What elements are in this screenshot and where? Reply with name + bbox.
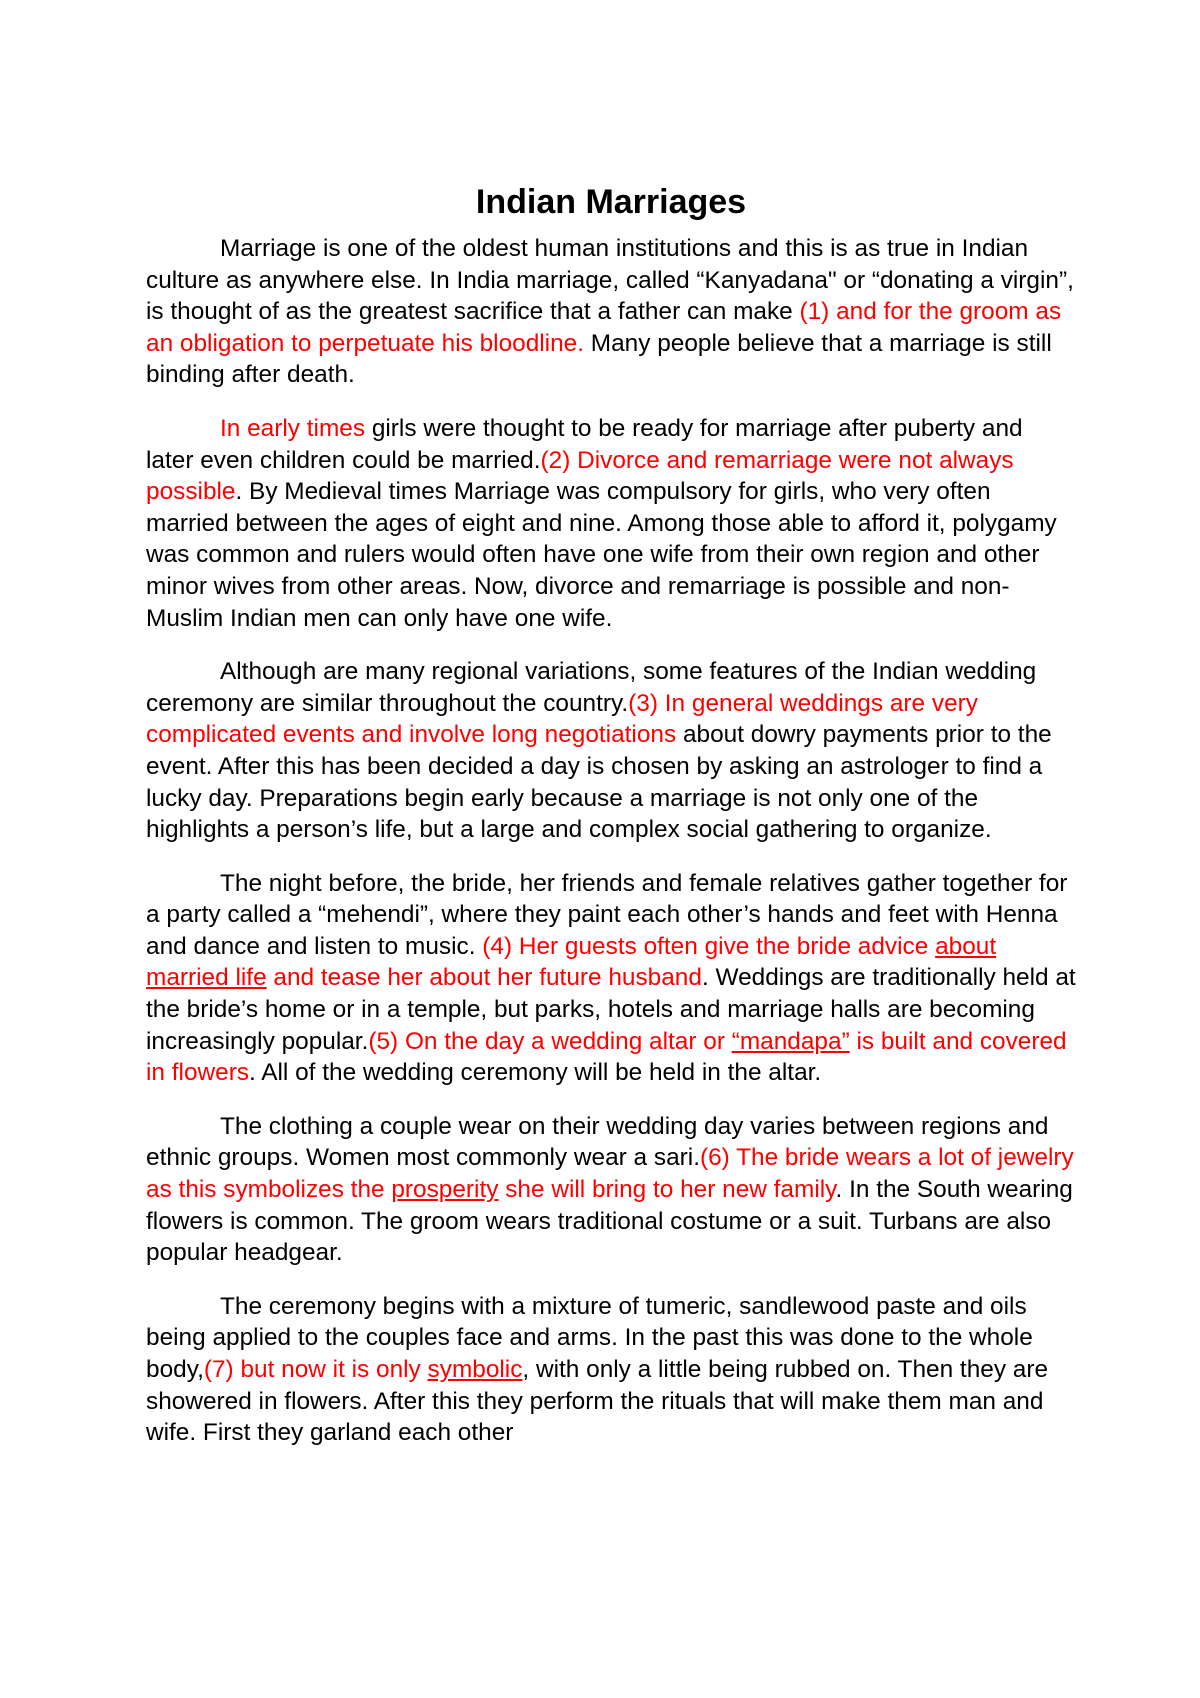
- red-underlined-segment: about married life: [146, 932, 997, 992]
- document-title: Indian Marriages: [475, 183, 747, 221]
- text-segment: . By Medieval times Marriage was compulsory for girls, who very often married between the ages of eight and nine. Among those able to afford it, polygamy was common and rulers would often have one wife from their own region and other minor wives from other areas. Now, divorce and remarriage is possible and non-Muslim Indian men can only have one wife.: [146, 478, 1057, 632]
- red-text-segment: she will bring to her new family: [498, 1176, 836, 1204]
- text-segment: The ceremony begins with a mixture of tumeric, sandlewood paste and oils being applied to the couples face and arms. In the past this was done to the whole body,: [146, 1292, 1033, 1383]
- paragraph-4: [146, 868, 1076, 1089]
- paragraph-2: [146, 413, 1076, 634]
- text-segment: about dowry payments prior to the event. After this has been decided a day is chosen by asking an astrologer to find a lucky day. Preparations begin early because a marriage is not only one of the highlights a person’s life, but a large and complex social gathering to organize.: [146, 721, 1052, 844]
- text-segment: . Weddings are traditionally held at the bride’s home or in a temple, but parks, hotels and marriage halls are becoming increasingly popular.: [146, 964, 1076, 1055]
- red-text-segment: (2) Divorce and remarriage were not always possible: [146, 446, 1014, 506]
- text-segment: . In the South wearing flowers is common. The groom wears traditional costume or a suit. Turbans are also popular headgear.: [146, 1176, 1073, 1267]
- text-segment: . All of the wedding ceremony will be held in the altar.: [249, 1059, 822, 1087]
- paragraph-3: [146, 656, 1076, 846]
- red-text-segment: and tease her about her future husband: [266, 964, 702, 992]
- red-underlined-segment: prosperity: [391, 1176, 499, 1204]
- document-body: [146, 177, 1076, 1471]
- text-segment: girls were thought to be ready for marriage after puberty and later even children could be married.: [146, 414, 1023, 474]
- text-segment: Although are many regional variations, some features of the Indian wedding ceremony are similar throughout the country.: [146, 658, 1037, 717]
- text-segment: Marriage is one of the oldest human institutions and this is as true in Indian culture as anywhere else. In India marriage, called “Kanyadana" or “donating a virgin”, is thought of as the greatest sacrifice that a father can make: [146, 235, 1074, 326]
- red-text-segment: (1) and for the groom as an obligation to perpetuate his bloodline.: [146, 298, 1062, 357]
- text-segment: Many people believe that a marriage is still binding after death.: [146, 329, 1052, 389]
- red-text-segment: (5) On the day a wedding altar or: [368, 1027, 732, 1055]
- red-text-segment: is built and covered in flowers: [146, 1027, 1067, 1087]
- red-text-segment: In early times: [220, 414, 366, 442]
- text-segment: The night before, the bride, her friends and female relatives gather together for a party called a “mehendi”, where they paint each other’s hands and feet with Henna and dance and listen to music.: [146, 869, 1068, 960]
- text-segment: , with only a little being rubbed on. Then they are showered in flowers. After this they perform the rituals that will make them man and wife. First they garland each other: [146, 1356, 1049, 1447]
- red-underlined-segment: “mandapa”: [731, 1027, 850, 1055]
- paragraph-5: [146, 1111, 1076, 1269]
- red-text-segment: (4) Her guests often give the bride advice: [482, 932, 936, 960]
- red-text-segment: (7) but now it is only: [203, 1356, 428, 1383]
- red-text-segment: (6) The bride wears a lot of jewelry as this symbolizes the: [146, 1144, 1074, 1204]
- red-underlined-segment: symbolic: [427, 1356, 523, 1383]
- red-text-segment: (3) In general weddings are very complicated events and involve long negotiations: [146, 689, 978, 749]
- paragraph-1: [146, 233, 1076, 391]
- paragraph-6: [146, 1291, 1076, 1449]
- text-segment: The clothing a couple wear on their wedding day varies between regions and ethnic groups. Women most commonly wear a sari.: [146, 1112, 1049, 1172]
